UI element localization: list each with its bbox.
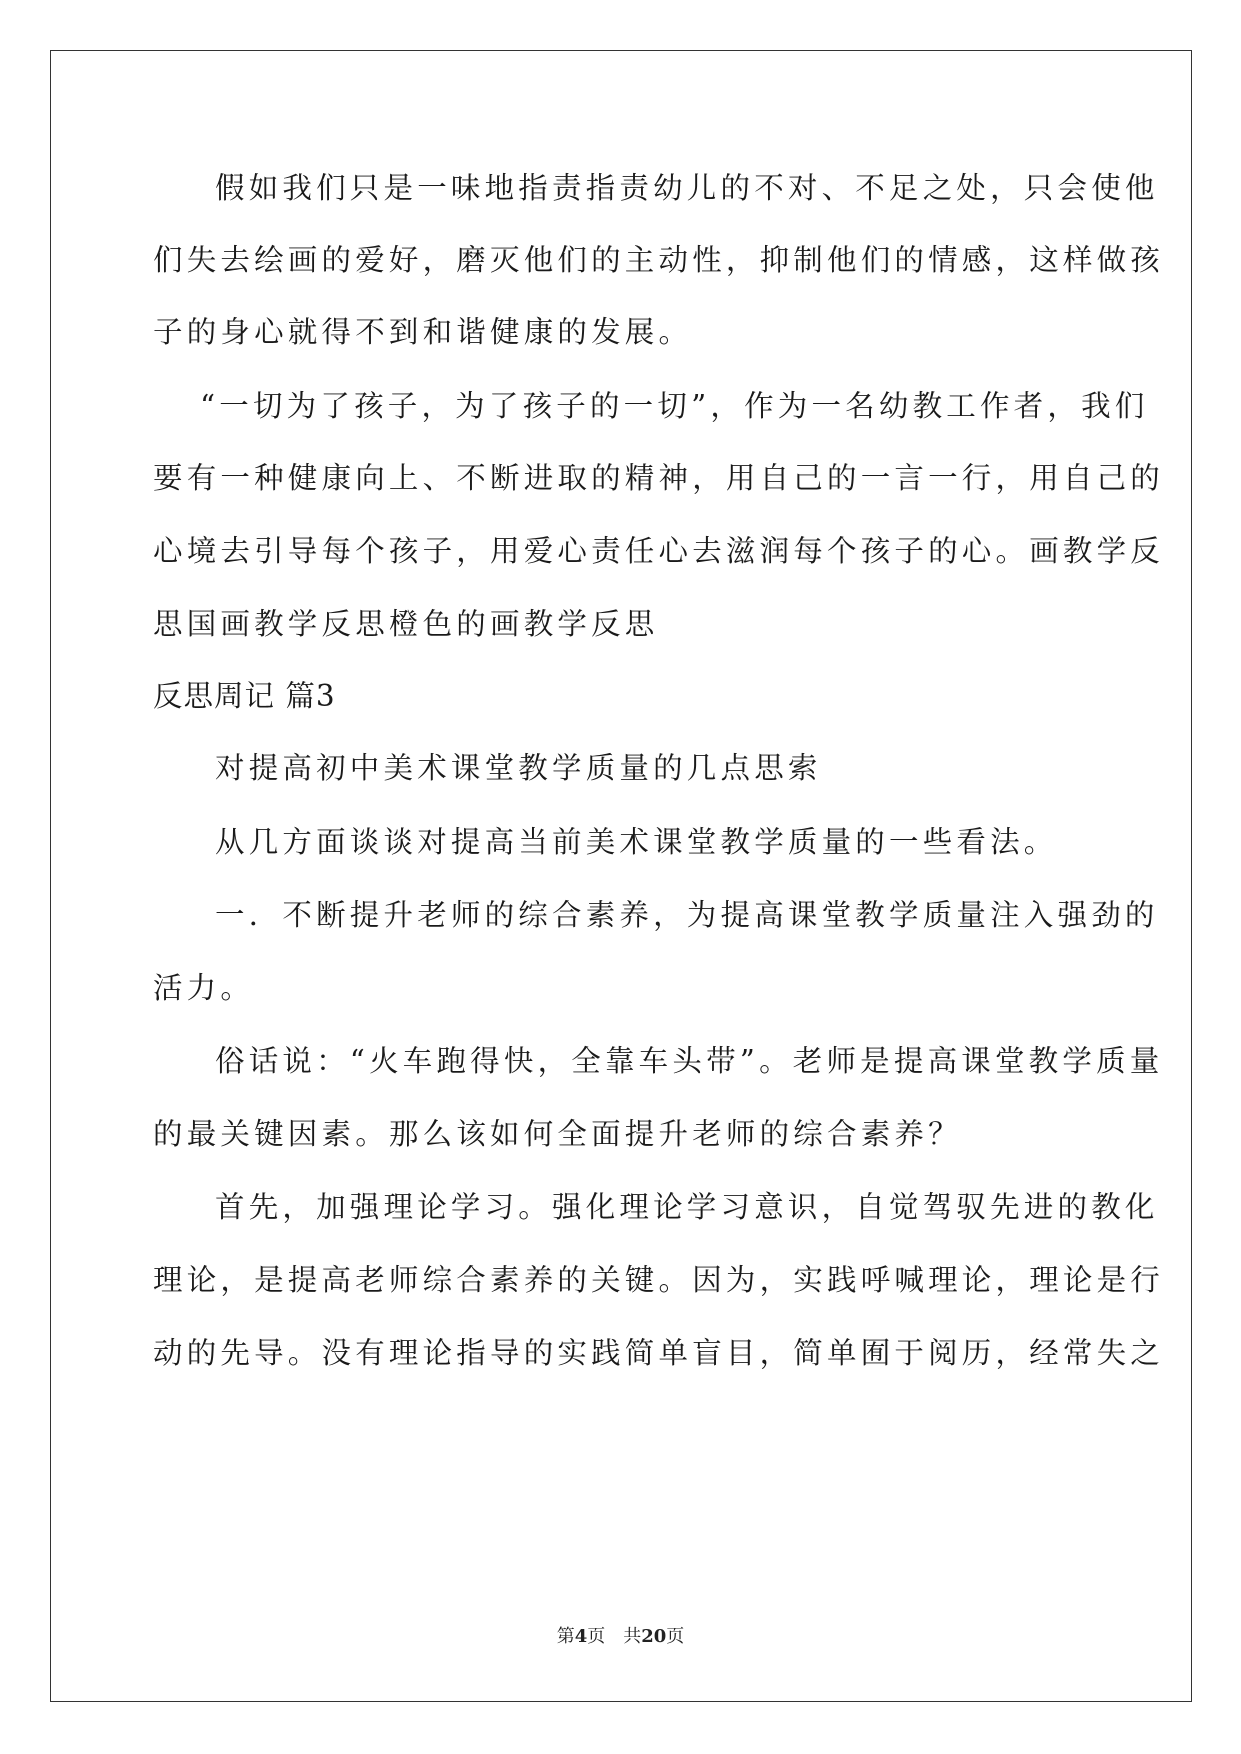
paragraph-line: 们失去绘画的爱好，磨灭他们的主动性，抑制他们的情感，这样做孩	[153, 243, 1165, 277]
paragraph-line: 要有一种健康向上、不断进取的精神，用自己的一言一行，用自己的	[153, 461, 1165, 495]
paragraph-line: 活力。	[153, 971, 255, 1005]
page-border	[50, 50, 1192, 1702]
paragraph-line: 对提高初中美术课堂教学质量的几点思索	[215, 751, 822, 785]
paragraph-line: 从几方面谈谈对提高当前美术课堂教学质量的一些看法。	[215, 825, 1058, 859]
footer-suffix: 页	[666, 1626, 685, 1647]
current-page-number: 4	[574, 1626, 588, 1647]
paragraph-line: 子的身心就得不到和谐健康的发展。	[153, 315, 693, 349]
paragraph-line: 思国画教学反思橙色的画教学反思	[153, 607, 659, 641]
paragraph-line: 假如我们只是一味地指责指责幼儿的不对、不足之处，只会使他	[215, 171, 1159, 205]
paragraph-line: 首先，加强理论学习。强化理论学习意识，自觉驾驭先进的教化	[215, 1190, 1159, 1224]
page-footer	[0, 1625, 1241, 1649]
footer-prefix: 第	[556, 1626, 575, 1647]
paragraph-line: “一切为了孩子，为了孩子的一切”，作为一名幼教工作者，我们	[200, 389, 1149, 423]
paragraph-line: 的最关键因素。那么该如何全面提升老师的综合素养？	[153, 1117, 962, 1151]
paragraph-line: 心境去引导每个孩子，用爱心责任心去滋润每个孩子的心。画教学反	[153, 534, 1165, 568]
section-heading: 反思周记 篇3	[153, 679, 336, 713]
total-page-number: 20	[641, 1626, 667, 1647]
paragraph-line: 一．不断提升老师的综合素养，为提高课堂教学质量注入强劲的	[215, 898, 1159, 932]
paragraph-line: 俗话说：“火车跑得快，全靠车头带”。老师是提高课堂教学质量	[215, 1044, 1164, 1078]
paragraph-line: 理论，是提高老师综合素养的关键。因为，实践呼喊理论，理论是行	[153, 1263, 1165, 1297]
footer-mid: 页 共	[587, 1626, 642, 1647]
paragraph-line: 动的先导。没有理论指导的实践简单盲目，简单囿于阅历，经常失之	[153, 1336, 1165, 1370]
